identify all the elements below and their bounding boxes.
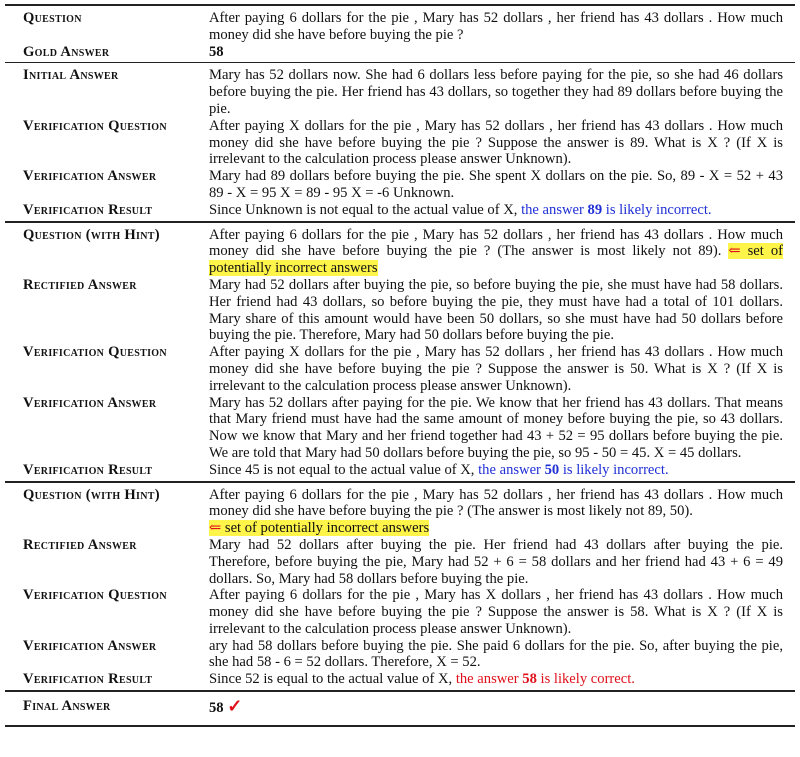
final-answer-row [5, 698, 795, 717]
rectified-answer-label: Rectified Answer [23, 536, 137, 553]
section-final [5, 692, 795, 719]
hint-arrow-icon: ⇐ [209, 520, 222, 537]
verification-answer-text: Mary has 52 dollars after paying for the pie. We know that her friend has 43 dollars. That means that Mary friend must have had the same amount of money before buying the pie, so 43 dollars. Now we know that Mary and her friend together had 43 + 52 = 95 dollars before buying the pie. We are told that Mary had 50 dollars before buying the pie, so 95 - 50 = 45. X = 45 dollars. [209, 394, 783, 461]
rectified-answer-text: Mary had 52 dollars after buying the pie, so before buying the pie, she must have had 58 dollars. Her friend had 43 dollars, so before buying the pie, they must have had a total of 101 dollars. Mary share of this amount would have been 50 dollars, so she must have had 50 dollars before buying the pie. Therefore, Mary had 50 dollars before buying the pie. [209, 276, 783, 344]
bottom-rule [5, 725, 795, 727]
verification-answer-row [5, 395, 795, 462]
example-table [5, 4, 795, 727]
final-answer-number: 58 [209, 700, 224, 717]
gold-answer-row [5, 44, 795, 61]
verification-question-text: After paying X dollars for the pie , Mary has 52 dollars , her friend has 43 dollars . How much money did she have before buying the pie ? Suppose the answer is 89. What is X ? (If X is irrelevant to the calculation process please answer Unknown). [209, 117, 783, 168]
question-label: Question [23, 10, 82, 26]
verdict-b: is likely incorrect. [559, 461, 669, 478]
final-answer-value [209, 698, 795, 717]
verification-question-label: Verification Question [23, 344, 167, 361]
rectified-answer-label: Rectified Answer [23, 276, 137, 293]
verification-question-row [5, 587, 795, 637]
initial-answer-row [5, 67, 795, 117]
verification-question-label: Verification Question [23, 587, 167, 604]
verdict-number: 58 [522, 671, 537, 688]
verification-question-row [5, 118, 795, 168]
verification-question-label: Verification Question [23, 117, 167, 134]
verification-result-row [5, 462, 795, 479]
verdict-number: 89 [587, 201, 603, 218]
verdict-b: is likely correct. [536, 671, 635, 688]
verification-question-text: After paying 6 dollars for the pie , Mary has X dollars , her friend has 43 dollars . How much money did she have before buying the pie ? Suppose the answer is 58. What is X ? (If X is irrelevant to the calculation process please answer Unknown). [209, 587, 783, 637]
result-prefix: Since 45 is not equal to the actual value of X, [209, 461, 479, 478]
initial-answer-label: Initial Answer [23, 67, 119, 84]
verdict-a: the answer [521, 201, 588, 218]
hint-text: set of potentially incorrect answers [224, 520, 430, 537]
section-hint-1 [5, 223, 795, 481]
gold-answer-label: Gold Answer [23, 43, 110, 60]
verification-answer-text: ary had 58 dollars before buying the pie. She paid 6 dollars for the pie. So, after buying the pie, she had 58 - 6 = 52 dollars. Therefore, X = 52. [209, 637, 783, 671]
question-hint-body: After paying 6 dollars for the pie , Mary has 52 dollars , her friend has 43 dollars . How much money did she have before buying the pie ? (The answer is most likely not 89). [209, 226, 783, 260]
question-row [5, 10, 795, 44]
question-text: After paying 6 dollars for the pie , Mary has 52 dollars , her friend has 43 dollars . How much money did she have before buying the pie ? [209, 10, 783, 43]
verdict-number: 50 [544, 461, 560, 478]
question-hint-label: Question (with Hint) [23, 486, 160, 503]
section-initial [5, 6, 795, 62]
verification-answer-text: Mary had 89 dollars before buying the pie. She spent X dollars on the pie. So, 89 - X = 52 + 43 89 - X = 95 X = 89 - 95 X = -6 Unknown. [209, 168, 783, 201]
verification-answer-label: Verification Answer [23, 637, 157, 654]
rectified-answer-row [5, 537, 795, 587]
checkmark-icon: ✓ [227, 696, 243, 717]
section-hint-2 [5, 483, 795, 691]
rectified-answer-text: Mary had 52 dollars after buying the pie. Her friend had 43 dollars after buying the pie. Therefore, before buying the pie, Mary had 52 + 6 = 58 dollars and her friend had 43 + 6 = 49 dollars. So, Mary had 58 dollars before buying the pie. [209, 536, 783, 587]
result-prefix: Since Unknown is not equal to the actual value of X, [209, 201, 522, 218]
verification-question-text: After paying X dollars for the pie , Mary has 52 dollars , her friend has 43 dollars . How much money did she have before buying the pie ? Suppose the answer is 50. What is X ? (If X is irrelevant to the calculation process please answer Unknown). [209, 344, 783, 394]
hint-text: set of potentially incorrect answers [209, 243, 783, 277]
verification-answer-label: Verification Answer [23, 168, 157, 185]
question-hint-body: After paying 6 dollars for the pie , Mary has 52 dollars , her friend has 43 dollars . How much money did she have before buying the pie ? (The answer is most likely not 89, 50). [209, 486, 783, 520]
question-hint-text [209, 227, 795, 277]
result-verdict [478, 462, 668, 478]
question-hint-row [5, 487, 795, 537]
final-answer-label: Final Answer [23, 698, 111, 715]
result-prefix: Since 52 is equal to the actual value of X, [209, 671, 456, 688]
verification-result-text [209, 202, 795, 219]
verification-result-label: Verification Result [23, 461, 153, 478]
verification-result-text [209, 671, 795, 688]
verification-result-row [5, 671, 795, 688]
result-verdict [521, 202, 711, 218]
question-hint-row [5, 227, 795, 277]
question-hint-text [209, 487, 795, 537]
verification-result-label: Verification Result [23, 201, 153, 218]
rectified-answer-row [5, 277, 795, 344]
result-verdict [456, 671, 635, 687]
hint-arrow-icon: ⇐ [728, 243, 741, 260]
question-hint-label: Question (with Hint) [23, 226, 160, 243]
verification-result-row [5, 202, 795, 219]
gold-answer-value: 58 [209, 43, 224, 60]
section-initial-answer [5, 63, 795, 220]
verdict-a: the answer [455, 671, 523, 688]
verification-answer-row [5, 168, 795, 202]
verdict-b: is likely incorrect. [602, 201, 712, 218]
verification-answer-label: Verification Answer [23, 394, 157, 411]
verification-answer-row [5, 638, 795, 672]
verification-question-row [5, 344, 795, 394]
initial-answer-text: Mary has 52 dollars now. She had 6 dollars less before paying for the pie, so she had 46 dollars before buying the pie. Her friend has 43 dollars, so together they had 89 dollars before buying the pie. [209, 67, 783, 117]
verification-result-text [209, 462, 795, 479]
verdict-a: the answer [478, 461, 545, 478]
verification-result-label: Verification Result [23, 671, 153, 688]
